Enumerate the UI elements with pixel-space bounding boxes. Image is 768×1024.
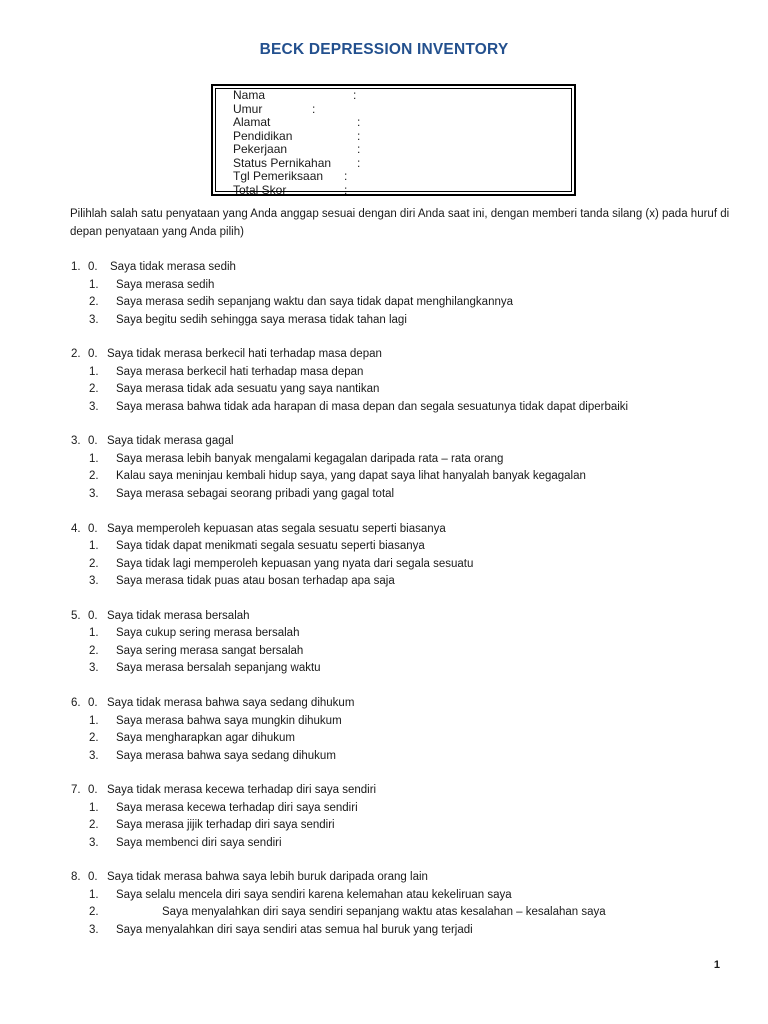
option-text: Saya tidak merasa sedih [110,261,236,273]
form-field-label: Nama [233,88,266,102]
option-text: Kalau saya meninjau kembali hidup saya, yang dapat saya lihat hanyalah banyak kegagalan [116,470,586,483]
option-marker: 3. [89,400,99,413]
option-marker: 0. [88,697,98,709]
option-text: Saya cukup sering merasa bersalah [116,627,300,640]
form-field-nama[interactable] [233,88,357,102]
form-field-umur[interactable] [233,101,316,116]
form-field-status-pernikahan[interactable] [233,155,361,170]
form-field-separator: : [344,182,348,197]
option-text: Saya mengharapkan agar dihukum [116,732,296,744]
question-number: 3. [71,435,81,448]
document-title: BECK DEPRESSION INVENTORY [259,41,509,58]
question-number: 8. [71,871,81,884]
page-number: 1 [713,959,720,971]
form-field-label: Umur [233,101,263,116]
option-marker: 0. [88,784,98,797]
option-text: Saya merasa tidak puas atau bosan terhadap apa saja [116,575,395,588]
identity-form-box [211,84,576,196]
form-field-separator: : [357,155,361,170]
option-text: Saya merasa bahwa tidak ada harapan di masa depan dan segala sesuatunya tidak dapat diperbaiki [116,400,629,413]
option-text: Saya tidak merasa bersalah [107,609,250,622]
form-field-tgl-pemeriksaan[interactable] [233,169,348,183]
option-text: Saya tidak merasa bahwa saya lebih buruk daripada orang lain [107,871,428,884]
option-text: Saya merasa bersalah sepanjang waktu [116,662,321,675]
option-text: Saya tidak lagi memperoleh kepuasan yang nyata dari segala sesuatu [116,557,474,570]
option-text: Saya begitu sedih sehingga saya merasa tidak tahan lagi [116,313,407,326]
option-text: Saya sering merasa sangat bersalah [116,644,304,657]
question-number: 6. [71,697,81,709]
option-marker: 1. [89,365,99,378]
option-marker: 3. [89,923,99,936]
option-marker: 2. [89,644,99,657]
option-text: Saya tidak merasa berkecil hati terhadap masa depan [107,348,382,361]
option-text: Saya merasa lebih banyak mengalami kegagalan daripada rata – rata orang [116,452,504,465]
option-text: Saya merasa kecewa terhadap diri saya sendiri [116,801,358,814]
option-marker: 2. [89,906,99,919]
option-marker: 3. [89,836,99,849]
option-text: Saya selalu mencela diri saya sendiri karena kelemahan atau kekeliruan saya [116,888,512,901]
form-field-label: Pekerjaan [233,142,288,156]
option-marker: 0. [88,348,98,361]
option-marker: 1. [89,452,99,465]
option-marker: 1. [89,801,99,814]
option-marker: 0. [88,435,98,448]
form-field-separator: : [312,101,316,116]
option-text: Saya menyalahkan diri saya sendiri sepanjang waktu atas kesalahan – kesalahan saya [162,906,606,919]
form-field-label: Pendidikan [233,128,293,143]
option-marker: 2. [89,383,99,396]
option-text: Saya merasa sebagai seorang pribadi yang gagal total [116,487,395,500]
option-text: Saya tidak merasa bahwa saya sedang dihukum [107,697,355,709]
form-field-separator: : [353,88,357,102]
option-marker: 3. [89,575,99,588]
option-marker: 3. [89,313,99,326]
option-marker: 3. [89,749,99,762]
option-marker: 2. [89,470,99,483]
form-field-pekerjaan[interactable] [233,142,361,156]
option-text: Saya merasa bahwa saya mungkin dihukum [116,714,342,727]
option-marker: 0. [88,261,98,273]
option-text: Saya tidak merasa gagal [107,435,234,448]
form-field-total-skor[interactable] [233,182,348,197]
form-field-label: Tgl Pemeriksaan [233,169,324,183]
option-text: Saya merasa tidak ada sesuatu yang saya nantikan [116,383,380,396]
form-field-pendidikan[interactable] [233,128,361,143]
option-text: Saya merasa jijik terhadap diri saya sendiri [116,819,335,832]
question-number: 7. [71,784,81,797]
option-marker: 2. [89,557,99,570]
option-text: Saya memperoleh kepuasan atas segala sesuatu seperti biasanya [107,522,446,535]
option-marker: 2. [89,732,99,744]
form-field-separator: : [344,169,348,183]
option-text: Saya merasa bahwa saya sedang dihukum [116,749,336,762]
option-text: Saya membenci diri saya sendiri [116,836,282,849]
form-field-separator: : [357,142,361,156]
option-text: Saya merasa sedih sepanjang waktu dan saya tidak dapat menghilangkannya [116,296,514,308]
option-marker: 0. [88,522,98,535]
option-marker: 1. [89,714,99,727]
option-marker: 3. [89,487,99,500]
form-field-label: Status Pernikahan [233,155,332,170]
option-marker: 2. [89,819,99,832]
option-marker: 1. [89,888,99,901]
question-number: 2. [71,348,81,361]
option-marker: 0. [88,609,98,622]
option-text: Saya tidak dapat menikmati segala sesuatu seperti biasanya [116,540,425,553]
option-marker: 1. [89,540,99,553]
option-text: Saya menyalahkan diri saya sendiri atas semua hal buruk yang terjadi [116,923,473,936]
option-text: Saya merasa berkecil hati terhadap masa depan [116,365,364,378]
form-field-label: Total Skor [233,182,287,197]
question-number: 5. [71,609,81,622]
option-marker: 2. [89,296,99,308]
form-field-separator: : [357,115,361,129]
form-field-separator: : [357,128,361,143]
option-marker: 1. [89,627,99,640]
option-marker: 1. [89,278,99,291]
instructions: Pilihlah salah satu penyataan yang Anda anggap sesuai dengan diri Anda saat ini, dengan memberi tanda silang (x) pada huruf di depan penyataan yang Anda pilih) [70,208,730,238]
question-number: 4. [71,522,81,535]
option-text: Saya merasa sedih [116,278,215,291]
option-marker: 0. [88,871,98,884]
form-field-alamat[interactable] [233,115,361,129]
question-number: 1. [71,261,81,273]
option-marker: 3. [89,662,99,675]
form-field-label: Alamat [233,115,271,129]
option-text: Saya tidak merasa kecewa terhadap diri saya sendiri [107,784,377,797]
